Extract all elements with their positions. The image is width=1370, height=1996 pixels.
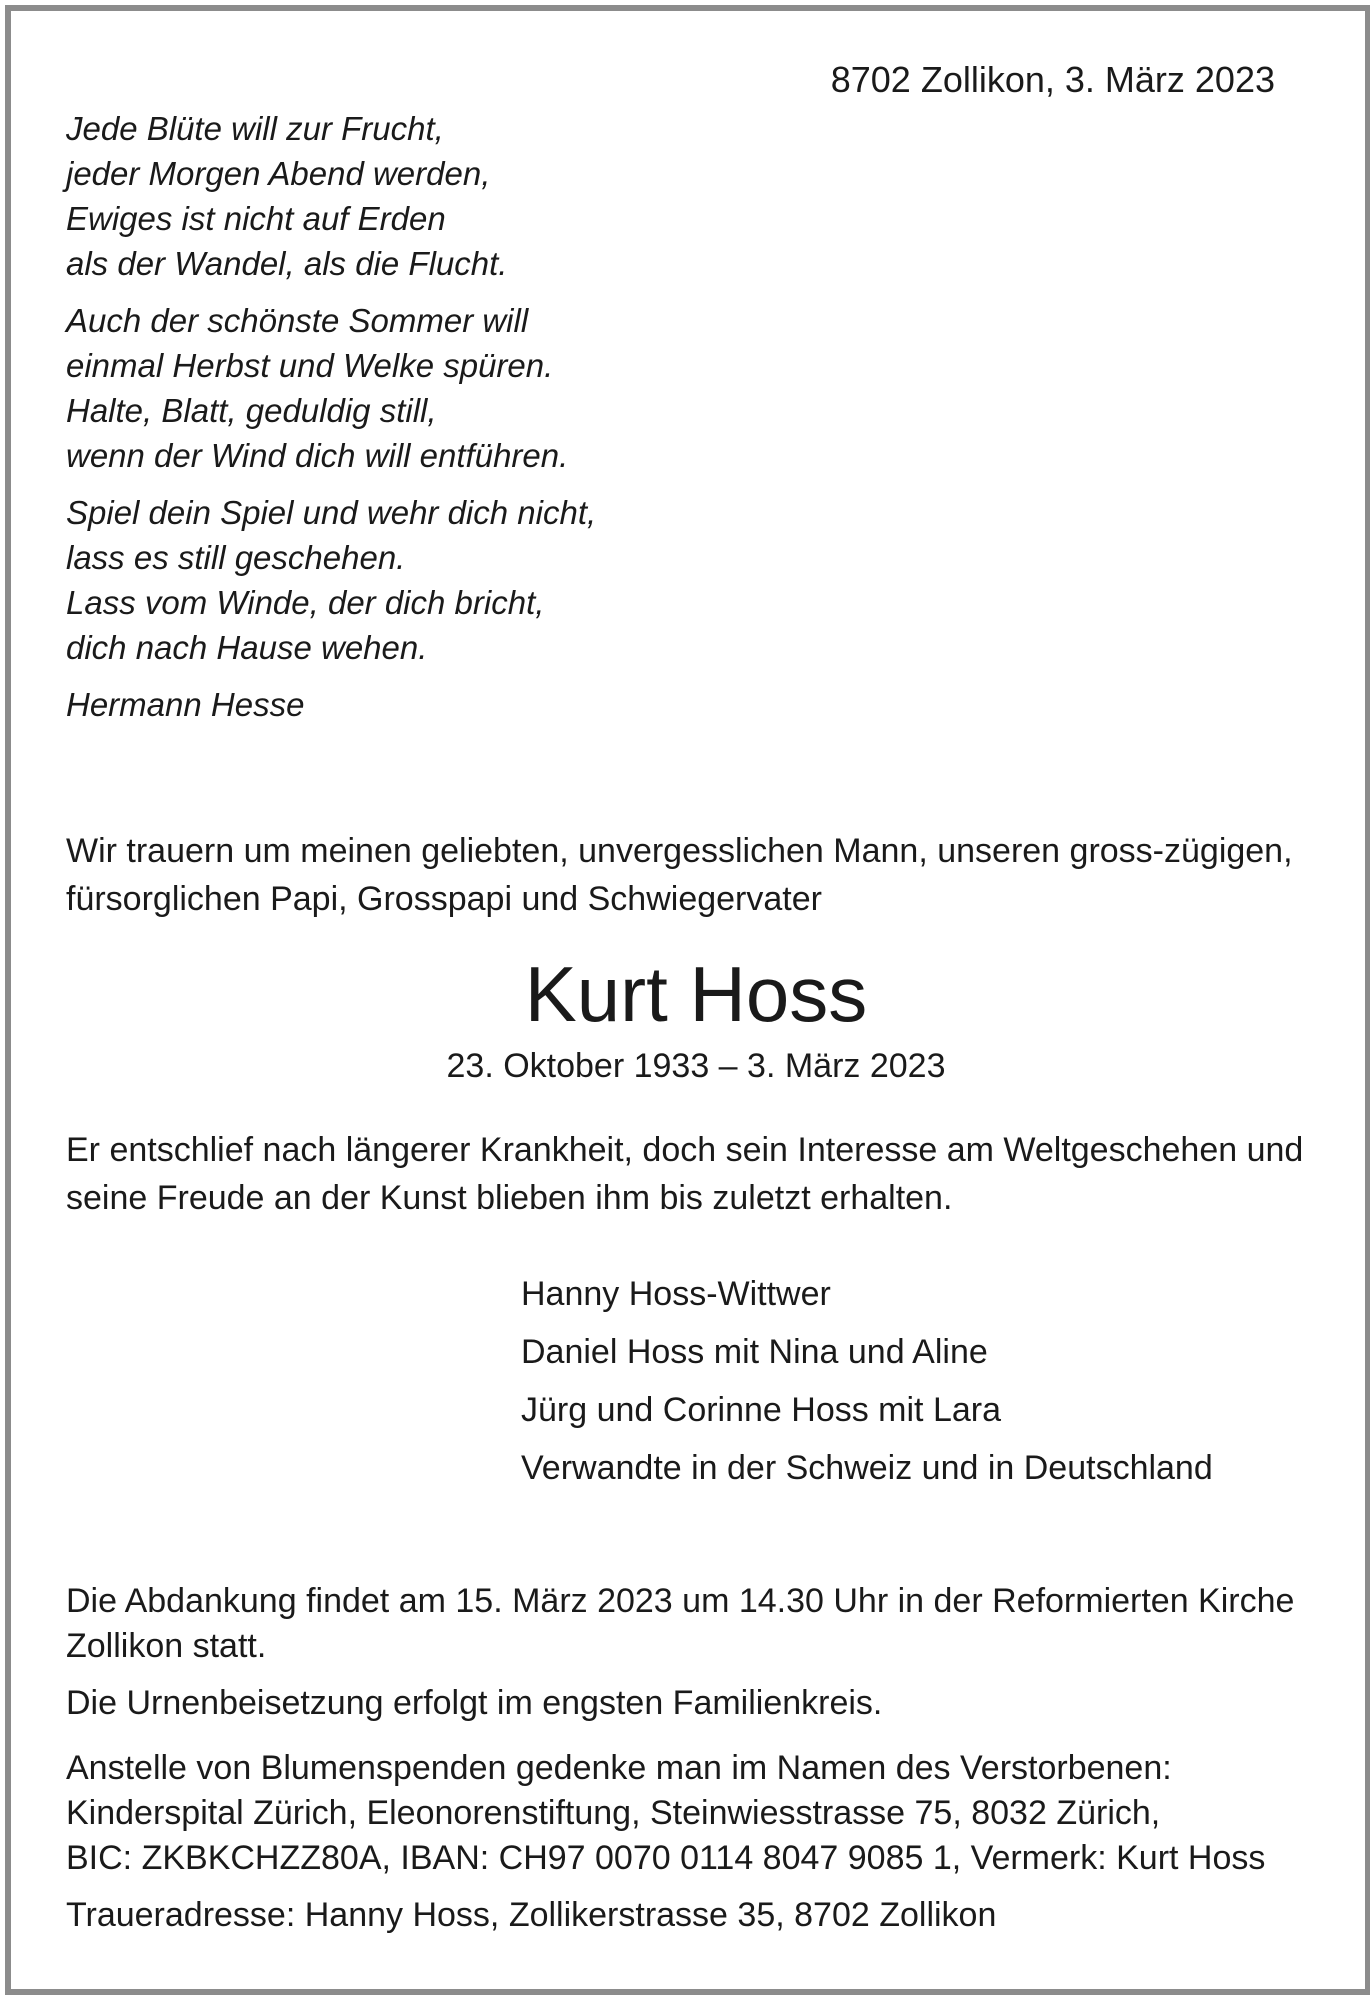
poem-line: einmal Herbst und Welke spüren. [66, 347, 554, 384]
trauer-address: Traueradresse: Hanny Hoss, Zollikerstrasse 35, 8702 Zollikon [66, 1896, 997, 1934]
abdankung-text: Die Abdankung findet am 15. März 2023 um 14.30 Uhr in der Reformierten Kirche Zollikon statt. [66, 1582, 1295, 1665]
poem-line: Lass vom Winde, der dich bricht, [66, 584, 545, 621]
urnenbeisetzung-text: Die Urnenbeisetzung erfolgt im engsten Familienkreis. [66, 1684, 883, 1722]
poem-stanza [66, 298, 596, 478]
poem-line: lass es still geschehen. [66, 539, 406, 576]
poem [66, 106, 596, 727]
donation-line: Anstelle von Blumenspenden gedenke man im Namen des Verstorbenen: [66, 1749, 1172, 1787]
poem-line: Auch der schönste Sommer will [66, 302, 529, 339]
poem-stanza [66, 106, 596, 286]
mourner: Hanny Hoss-Wittwer [521, 1275, 831, 1313]
message-text: Er entschlief nach längerer Krankheit, doch sein Interesse am Weltgeschehen und seine Freude an der Kunst blieben ihm bis zuletzt erhalten. [66, 1131, 1304, 1217]
poem-line: Spiel dein Spiel und wehr dich nicht, [66, 494, 597, 531]
deceased-name: Kurt Hoss [524, 950, 868, 1038]
mourner: Daniel Hoss mit Nina und Aline [521, 1333, 988, 1371]
poem-line: Halte, Blatt, geduldig still, [66, 392, 437, 429]
service-info [66, 1579, 1316, 1950]
mourners-list [521, 1265, 1213, 1497]
donation-line: Kinderspital Zürich, Eleonorenstiftung, Steinwiesstrasse 75, 8032 Zürich, [66, 1794, 1161, 1832]
poem-line: wenn der Wind dich will entführen. [66, 437, 569, 474]
intro-text: Wir trauern um meinen geliebten, unvergesslichen Mann, unseren gross-zügigen, fürsorglichen Papi, Grosspapi und Schwiegervater [66, 832, 1293, 918]
poem-line: Jede Blüte will zur Frucht, [66, 110, 444, 147]
poem-line: dich nach Hause wehen. [66, 629, 428, 666]
poem-line: Ewiges ist nicht auf Erden [66, 200, 446, 237]
poem-line: jeder Morgen Abend werden, [66, 155, 491, 192]
mourner: Jürg und Corinne Hoss mit Lara [521, 1391, 1002, 1429]
life-dates: 23. Oktober 1933 – 3. März 2023 [446, 1047, 946, 1085]
mourner: Verwandte in der Schweiz und in Deutschland [521, 1449, 1213, 1487]
notice-frame [5, 5, 1370, 1995]
poem-author: Hermann Hesse [66, 686, 305, 723]
donation-line: BIC: ZKBKCHZZ80A, IBAN: CH97 0070 0114 8047 9085 1, Vermerk: Kurt Hoss [66, 1839, 1266, 1877]
donation-info [66, 1746, 1316, 1881]
place-date: 8702 Zollikon, 3. März 2023 [830, 59, 1275, 100]
poem-stanza [66, 490, 596, 670]
poem-line: als der Wandel, als die Flucht. [66, 245, 508, 282]
